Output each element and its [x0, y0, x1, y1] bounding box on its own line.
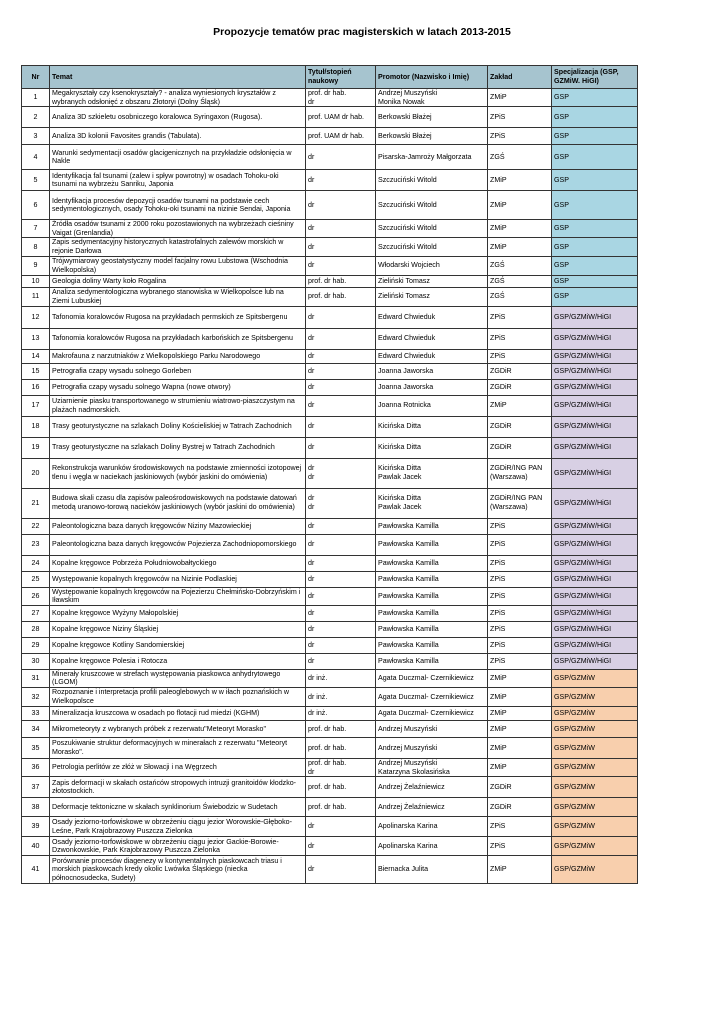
cell-tytul: prof. UAM dr hab. — [306, 128, 376, 145]
cell-specjalizacja: GSP/GZMiW/HiGI — [552, 395, 638, 416]
header-tytul: Tytuł/stopień naukowy — [306, 66, 376, 89]
cell-specjalizacja: GSP — [552, 238, 638, 256]
table-row — [22, 706, 638, 720]
cell-zaklad: ZPiS — [488, 605, 552, 621]
cell-zaklad: ZPiS — [488, 107, 552, 128]
cell-specjalizacja: GSP/GZMiW — [552, 687, 638, 706]
cell-nr: 31 — [22, 669, 50, 687]
cell-nr: 7 — [22, 220, 50, 238]
cell-promotor: Andrzej Muszyński Monika Nowak — [376, 89, 488, 107]
cell-nr: 11 — [22, 287, 50, 306]
table-row — [22, 518, 638, 534]
cell-nr: 35 — [22, 737, 50, 758]
cell-temat: Paleontologiczna baza danych kręgowców Niziny Mazowieckiej — [50, 518, 306, 534]
cell-temat: Analiza 3D szkieletu osobniczego koralowca Syringaxon (Rugosa). — [50, 107, 306, 128]
cell-zaklad: ZGŚ — [488, 256, 552, 275]
cell-nr: 13 — [22, 328, 50, 349]
cell-promotor: Agata Duczmal- Czernikiewicz — [376, 669, 488, 687]
table-row — [22, 777, 638, 798]
cell-specjalizacja: GSP/GZMiW/HiGI — [552, 379, 638, 395]
cell-nr: 29 — [22, 637, 50, 653]
cell-tytul: dr inż. — [306, 687, 376, 706]
cell-temat: Petrografia czapy wysadu solnego Wapna (nowe otwory) — [50, 379, 306, 395]
cell-temat: Deformacje tektoniczne w skałach synklinorium Świebodzic w Sudetach — [50, 798, 306, 817]
cell-tytul: prof. dr hab. — [306, 777, 376, 798]
header-spec: Specjalizacja (GSP, GZMiW. HiGI) — [552, 66, 638, 89]
table-row — [22, 238, 638, 256]
cell-promotor: Pawłowska Kamilla — [376, 605, 488, 621]
table-row — [22, 837, 638, 856]
cell-tytul: dr — [306, 220, 376, 238]
cell-zaklad: ZGŚ — [488, 275, 552, 287]
cell-tytul: dr — [306, 349, 376, 363]
table-row — [22, 687, 638, 706]
table-header — [22, 66, 638, 89]
cell-zaklad: ZPiS — [488, 555, 552, 571]
cell-zaklad: ZMiP — [488, 758, 552, 776]
cell-zaklad: ZMiP — [488, 191, 552, 220]
cell-nr: 5 — [22, 170, 50, 191]
cell-temat: Petrografia czapy wysadu solnego Gorleben — [50, 363, 306, 379]
table-row — [22, 275, 638, 287]
cell-nr: 1 — [22, 89, 50, 107]
cell-promotor: Włodarski Wojciech — [376, 256, 488, 275]
cell-promotor: Pawłowska Kamilla — [376, 587, 488, 605]
table-row — [22, 363, 638, 379]
cell-tytul: dr — [306, 145, 376, 170]
cell-zaklad: ZGDiR — [488, 416, 552, 437]
table-row — [22, 798, 638, 817]
cell-temat: Paleontologiczna baza danych kręgowców Pojezierza Zachodniopomorskiego — [50, 534, 306, 555]
cell-tytul: prof. dr hab. — [306, 737, 376, 758]
cell-temat: Trasy geoturystyczne na szlakach Doliny Bystrej w Tatrach Zachodnich — [50, 437, 306, 458]
cell-tytul: dr inż. — [306, 669, 376, 687]
cell-nr: 16 — [22, 379, 50, 395]
cell-promotor: Zieliński Tomasz — [376, 275, 488, 287]
cell-specjalizacja: GSP/GZMiW — [552, 737, 638, 758]
cell-nr: 30 — [22, 653, 50, 669]
cell-temat: Osady jeziorno-torfowiskowe w obrzeżeniu ciągu jezior Gackie-Borowie-Dzwonkowskie, Park Krajobrazowy Puszcza Zielonka — [50, 837, 306, 856]
table-row — [22, 555, 638, 571]
cell-promotor: Agata Duczmal- Czernikiewicz — [376, 706, 488, 720]
cell-promotor: Andrzej Muszyński — [376, 737, 488, 758]
cell-zaklad: ZPiS — [488, 128, 552, 145]
cell-specjalizacja: GSP/GZMiW/HiGI — [552, 653, 638, 669]
cell-promotor: Joanna Jaworska — [376, 379, 488, 395]
cell-promotor: Andrzej Żelaźniewicz — [376, 798, 488, 817]
cell-tytul: dr — [306, 555, 376, 571]
cell-zaklad: ZMiP — [488, 395, 552, 416]
cell-nr: 27 — [22, 605, 50, 621]
cell-nr: 12 — [22, 306, 50, 328]
table-row — [22, 191, 638, 220]
cell-promotor: Andrzej Muszyński — [376, 720, 488, 737]
cell-promotor: Berkowski Błażej — [376, 128, 488, 145]
header-temat: Temat — [50, 66, 306, 89]
table-row — [22, 605, 638, 621]
cell-specjalizacja: GSP/GZMiW — [552, 856, 638, 884]
cell-tytul: prof. dr hab. dr — [306, 89, 376, 107]
cell-nr: 18 — [22, 416, 50, 437]
cell-promotor: Szczuciński Witold — [376, 238, 488, 256]
cell-tytul: dr — [306, 191, 376, 220]
cell-zaklad: ZGŚ — [488, 145, 552, 170]
cell-nr: 6 — [22, 191, 50, 220]
cell-tytul: dr — [306, 856, 376, 884]
cell-temat: Identyfikacja procesów depozycji osadów tsunami na podstawie cech sedymentologicznych, osady Tohoku-oki tsunami na nizinie Sendai, Japonia — [50, 191, 306, 220]
table-row — [22, 349, 638, 363]
cell-zaklad: ZGŚ — [488, 287, 552, 306]
cell-promotor: Pisarska-Jamroży Małgorzata — [376, 145, 488, 170]
cell-temat: Kopalne kręgowce Polesia i Rotocza — [50, 653, 306, 669]
cell-tytul: dr dr — [306, 458, 376, 488]
cell-promotor: Kicińska Ditta — [376, 416, 488, 437]
cell-promotor: Pawłowska Kamilla — [376, 555, 488, 571]
table-row — [22, 587, 638, 605]
cell-temat: Rekonstrukcja warunków środowiskowych na podstawie zmienności izotopowej tlenu i węgla w naciekach jaskiniowych (wybór jaskini do omówienia) — [50, 458, 306, 488]
cell-tytul: dr — [306, 621, 376, 637]
cell-zaklad: ZMiP — [488, 170, 552, 191]
cell-tytul: dr — [306, 238, 376, 256]
table-row — [22, 287, 638, 306]
cell-nr: 33 — [22, 706, 50, 720]
cell-zaklad: ZMiP — [488, 89, 552, 107]
cell-zaklad: ZGDiR/ING PAN (Warszawa) — [488, 488, 552, 518]
table-row — [22, 488, 638, 518]
cell-promotor: Agata Duczmal- Czernikiewicz — [376, 687, 488, 706]
cell-zaklad: ZMiP — [488, 737, 552, 758]
cell-tytul: prof. UAM dr hab. — [306, 107, 376, 128]
cell-nr: 8 — [22, 238, 50, 256]
cell-temat: Kopalne kręgowce Niziny Śląskiej — [50, 621, 306, 637]
cell-specjalizacja: GSP/GZMiW — [552, 798, 638, 817]
cell-tytul: dr — [306, 379, 376, 395]
cell-temat: Zapis sedymentacyjny historycznych katastrofalnych zalewów morskich w rejonie Darłowa — [50, 238, 306, 256]
table-row — [22, 328, 638, 349]
cell-promotor: Szczuciński Witold — [376, 220, 488, 238]
cell-nr: 40 — [22, 837, 50, 856]
document-title: Propozycje tematów prac magisterskich w latach 2013-2015 — [213, 26, 511, 38]
cell-temat: Budowa skali czasu dla zapisów paleośrodowiskowych na podstawie datowań metodą uranowo-torową nacieków jaskiniowych (wybór jaskini do omówienia) — [50, 488, 306, 518]
cell-specjalizacja: GSP/GZMiW/HiGI — [552, 416, 638, 437]
cell-nr: 26 — [22, 587, 50, 605]
table-row — [22, 534, 638, 555]
table-row — [22, 621, 638, 637]
cell-specjalizacja: GSP/GZMiW — [552, 837, 638, 856]
cell-zaklad: ZGDiR — [488, 379, 552, 395]
cell-specjalizacja: GSP/GZMiW/HiGI — [552, 518, 638, 534]
cell-temat: Źródła osadów tsunami z 2000 roku pozostawionych na wybrzeżach cieśniny Vaigat (Grenlandia) — [50, 220, 306, 238]
cell-tytul: dr dr — [306, 488, 376, 518]
table-row — [22, 107, 638, 128]
cell-tytul: prof. dr hab. dr — [306, 758, 376, 776]
table-row — [22, 737, 638, 758]
cell-nr: 23 — [22, 534, 50, 555]
cell-tytul: dr — [306, 416, 376, 437]
cell-specjalizacja: GSP/GZMiW/HiGI — [552, 605, 638, 621]
cell-promotor: Biernacka Julita — [376, 856, 488, 884]
table-row — [22, 856, 638, 884]
cell-zaklad: ZPiS — [488, 621, 552, 637]
cell-temat: Minerały kruszcowe w strefach występowania piaskowca anhydrytowego (LGOM) — [50, 669, 306, 687]
cell-nr: 19 — [22, 437, 50, 458]
table-row — [22, 89, 638, 107]
cell-tytul: dr — [306, 817, 376, 837]
cell-zaklad: ZMiP — [488, 706, 552, 720]
cell-specjalizacja: GSP — [552, 145, 638, 170]
table-row — [22, 306, 638, 328]
table-row — [22, 458, 638, 488]
cell-promotor: Edward Chwieduk — [376, 306, 488, 328]
table-row — [22, 220, 638, 238]
cell-specjalizacja: GSP/GZMiW/HiGI — [552, 458, 638, 488]
cell-tytul: dr — [306, 395, 376, 416]
cell-zaklad: ZPiS — [488, 637, 552, 653]
cell-temat: Kopalne kręgowce Kotliny Sandomierskiej — [50, 637, 306, 653]
cell-promotor: Zieliński Tomasz — [376, 287, 488, 306]
cell-tytul: prof. dr hab. — [306, 798, 376, 817]
cell-zaklad: ZPiS — [488, 817, 552, 837]
cell-promotor: Kicińska Ditta Pawlak Jacek — [376, 488, 488, 518]
cell-nr: 28 — [22, 621, 50, 637]
cell-specjalizacja: GSP/GZMiW — [552, 706, 638, 720]
cell-zaklad: ZMiP — [488, 687, 552, 706]
cell-nr: 41 — [22, 856, 50, 884]
table-body — [22, 89, 638, 884]
cell-tytul: dr — [306, 637, 376, 653]
cell-tytul: dr — [306, 170, 376, 191]
table-row — [22, 669, 638, 687]
cell-specjalizacja: GSP — [552, 170, 638, 191]
cell-nr: 17 — [22, 395, 50, 416]
cell-tytul: dr — [306, 534, 376, 555]
cell-specjalizacja: GSP/GZMiW/HiGI — [552, 306, 638, 328]
table-row — [22, 256, 638, 275]
cell-nr: 9 — [22, 256, 50, 275]
cell-specjalizacja: GSP/GZMiW/HiGI — [552, 587, 638, 605]
cell-zaklad: ZGDiR/ING PAN (Warszawa) — [488, 458, 552, 488]
cell-nr: 38 — [22, 798, 50, 817]
cell-promotor: Pawłowska Kamilla — [376, 621, 488, 637]
cell-temat: Analiza sedymentologiczna wybranego stanowiska w Wielkopolsce lub na Ziemi Lubuskiej — [50, 287, 306, 306]
cell-specjalizacja: GSP/GZMiW/HiGI — [552, 488, 638, 518]
cell-tytul: prof. dr hab. — [306, 287, 376, 306]
table-row — [22, 416, 638, 437]
cell-nr: 36 — [22, 758, 50, 776]
cell-specjalizacja: GSP/GZMiW/HiGI — [552, 571, 638, 587]
cell-zaklad: ZPiS — [488, 534, 552, 555]
cell-zaklad: ZGDiR — [488, 363, 552, 379]
cell-tytul: dr — [306, 437, 376, 458]
cell-promotor: Edward Chwieduk — [376, 328, 488, 349]
cell-temat: Kopalne kręgowce Pobrzeża Południowobałtyckiego — [50, 555, 306, 571]
cell-promotor: Apolinarska Karina — [376, 837, 488, 856]
cell-zaklad: ZPiS — [488, 349, 552, 363]
cell-zaklad: ZGDiR — [488, 798, 552, 817]
cell-temat: Zapis deformacji w skałach ostańców stropowych intruzji granitoidów kłodzko-złotostockich. — [50, 777, 306, 798]
cell-zaklad: ZMiP — [488, 220, 552, 238]
cell-temat: Kopalne kręgowce Wyżyny Małopolskiej — [50, 605, 306, 621]
table-row — [22, 128, 638, 145]
cell-promotor: Andrzej Żelaźniewicz — [376, 777, 488, 798]
cell-nr: 25 — [22, 571, 50, 587]
cell-specjalizacja: GSP/GZMiW — [552, 817, 638, 837]
cell-zaklad: ZMiP — [488, 856, 552, 884]
header-zaklad: Zakład — [488, 66, 552, 89]
cell-temat: Rozpoznanie i interpretacja profili paleoglebowych w w iłach poznańskich w Wielkopolsce — [50, 687, 306, 706]
table-row — [22, 379, 638, 395]
cell-nr: 32 — [22, 687, 50, 706]
cell-temat: Identyfikacja fal tsunami (zalew i spływ powrotny) w osadach Tohoku-oki tsunami na wybrzeżu Sanriku, Japonia — [50, 170, 306, 191]
cell-promotor: Szczuciński Witold — [376, 170, 488, 191]
table-row — [22, 817, 638, 837]
cell-specjalizacja: GSP/GZMiW/HiGI — [552, 437, 638, 458]
cell-specjalizacja: GSP/GZMiW/HiGI — [552, 621, 638, 637]
table-row — [22, 571, 638, 587]
cell-tytul: dr inż. — [306, 706, 376, 720]
cell-tytul: dr — [306, 837, 376, 856]
cell-specjalizacja: GSP/GZMiW/HiGI — [552, 328, 638, 349]
cell-nr: 39 — [22, 817, 50, 837]
cell-promotor: Joanna Rotnicka — [376, 395, 488, 416]
table-row — [22, 145, 638, 170]
cell-promotor: Joanna Jaworska — [376, 363, 488, 379]
cell-tytul: prof. dr hab. — [306, 720, 376, 737]
cell-specjalizacja: GSP/GZMiW — [552, 777, 638, 798]
cell-zaklad: ZPiS — [488, 306, 552, 328]
theses-table — [21, 65, 638, 884]
cell-nr: 2 — [22, 107, 50, 128]
cell-tytul: dr — [306, 605, 376, 621]
cell-zaklad: ZPiS — [488, 653, 552, 669]
table-row — [22, 720, 638, 737]
cell-temat: Poszukiwanie struktur deformacyjnych w minerałach z rezerwatu "Meteoryt Morasko". — [50, 737, 306, 758]
cell-temat: Mineralizacja kruszcowa w osadach po flotacji rud miedzi (KGHM) — [50, 706, 306, 720]
cell-tytul: dr — [306, 653, 376, 669]
cell-temat: Uziarnienie piasku transportowanego w strumieniu wiatrowo-piaszczystym na plażach nadmorskich. — [50, 395, 306, 416]
cell-temat: Geologia doliny Warty koło Rogalina — [50, 275, 306, 287]
cell-specjalizacja: GSP — [552, 107, 638, 128]
cell-tytul: dr — [306, 571, 376, 587]
cell-nr: 21 — [22, 488, 50, 518]
cell-specjalizacja: GSP/GZMiW/HiGI — [552, 637, 638, 653]
table-row — [22, 758, 638, 776]
cell-promotor: Kicińska Ditta Pawlak Jacek — [376, 458, 488, 488]
cell-nr: 4 — [22, 145, 50, 170]
cell-nr: 10 — [22, 275, 50, 287]
cell-temat: Trasy geoturystyczne na szlakach Doliny Kościeliskiej w Tatrach Zachodnich — [50, 416, 306, 437]
cell-promotor: Berkowski Błażej — [376, 107, 488, 128]
header-promotor: Promotor (Nazwisko i Imię) — [376, 66, 488, 89]
cell-temat: Megakryształy czy ksenokryształy? - analiza wyniesionych kryształów z wybranych odsłonięć z obszaru Złotoryi (Dolny Śląsk) — [50, 89, 306, 107]
cell-tytul: dr — [306, 328, 376, 349]
cell-zaklad: ZPiS — [488, 518, 552, 534]
cell-promotor: Pawłowska Kamilla — [376, 571, 488, 587]
cell-nr: 24 — [22, 555, 50, 571]
cell-zaklad: ZGDiR — [488, 437, 552, 458]
header-nr: Nr — [22, 66, 50, 89]
cell-tytul: dr — [306, 587, 376, 605]
cell-specjalizacja: GSP — [552, 89, 638, 107]
cell-specjalizacja: GSP/GZMiW/HiGI — [552, 349, 638, 363]
cell-promotor: Pawłowska Kamilla — [376, 637, 488, 653]
cell-specjalizacja: GSP/GZMiW — [552, 720, 638, 737]
cell-promotor: Pawłowska Kamilla — [376, 534, 488, 555]
table-row — [22, 653, 638, 669]
cell-specjalizacja: GSP/GZMiW/HiGI — [552, 555, 638, 571]
cell-nr: 22 — [22, 518, 50, 534]
header-row — [22, 66, 638, 89]
cell-tytul: dr — [306, 256, 376, 275]
cell-temat: Występowanie kopalnych kręgowców na Pojezierzu Chełmińsko-Dobrzyńskim i Iławskim — [50, 587, 306, 605]
cell-specjalizacja: GSP/GZMiW — [552, 758, 638, 776]
cell-promotor: Pawłowska Kamilla — [376, 653, 488, 669]
cell-zaklad: ZMiP — [488, 238, 552, 256]
table-row — [22, 395, 638, 416]
cell-nr: 20 — [22, 458, 50, 488]
cell-zaklad: ZPiS — [488, 837, 552, 856]
cell-temat: Osady jeziorno-torfowiskowe w obrzeżeniu ciągu jezior Worowskie-Głęboko-Leśne, Park Krajobrazowy Puszcza Zielonka — [50, 817, 306, 837]
cell-temat: Analiza 3D kolonii Favosites grandis (Tabulata). — [50, 128, 306, 145]
cell-zaklad: ZMiP — [488, 720, 552, 737]
cell-promotor: Edward Chwieduk — [376, 349, 488, 363]
cell-temat: Makrofauna z narzutniaków z Wielkopolskiego Parku Narodowego — [50, 349, 306, 363]
cell-tytul: prof. dr hab. — [306, 275, 376, 287]
cell-tytul: dr — [306, 518, 376, 534]
cell-promotor: Andrzej Muszyński Katarzyna Skolasińska — [376, 758, 488, 776]
cell-nr: 37 — [22, 777, 50, 798]
cell-nr: 14 — [22, 349, 50, 363]
cell-specjalizacja: GSP — [552, 191, 638, 220]
cell-temat: Porównanie procesów diagenezy w kontynentalnych piaskowcach triasu i morskich piaskowcach kredy okolic Lwówka Śląskiego (niecka północnosudecka, Sudety) — [50, 856, 306, 884]
cell-specjalizacja: GSP — [552, 287, 638, 306]
cell-zaklad: ZPiS — [488, 587, 552, 605]
cell-tytul: dr — [306, 306, 376, 328]
cell-temat: Występowanie kopalnych kręgowców na Nizinie Podlaskiej — [50, 571, 306, 587]
cell-temat: Tafonomia koralowców Rugosa na przykładach karbońskich ze Spitsbergenu — [50, 328, 306, 349]
table-row — [22, 637, 638, 653]
table-row — [22, 437, 638, 458]
cell-temat: Mikrometeoryty z wybranych próbek z rezerwatu"Meteoryt Morasko" — [50, 720, 306, 737]
cell-nr: 3 — [22, 128, 50, 145]
cell-tytul: dr — [306, 363, 376, 379]
cell-promotor: Pawłowska Kamilla — [376, 518, 488, 534]
cell-temat: Petrologia perlitów ze złóż w Słowacji i na Węgrzech — [50, 758, 306, 776]
cell-zaklad: ZPiS — [488, 571, 552, 587]
cell-specjalizacja: GSP/GZMiW — [552, 669, 638, 687]
cell-zaklad: ZGDiR — [488, 777, 552, 798]
cell-nr: 34 — [22, 720, 50, 737]
cell-nr: 15 — [22, 363, 50, 379]
cell-specjalizacja: GSP — [552, 256, 638, 275]
table-row — [22, 170, 638, 191]
cell-temat: Warunki sedymentacji osadów glacigenicznych na przykładzie odsłonięcia w Nakle — [50, 145, 306, 170]
cell-promotor: Kicińska Ditta — [376, 437, 488, 458]
cell-specjalizacja: GSP — [552, 275, 638, 287]
cell-zaklad: ZMiP — [488, 669, 552, 687]
cell-specjalizacja: GSP/GZMiW/HiGI — [552, 534, 638, 555]
cell-temat: Trójwymiarowy geostatystyczny model facjalny rowu Lubstowa (Wschodnia Wielkopolska) — [50, 256, 306, 275]
cell-promotor: Szczuciński Witold — [376, 191, 488, 220]
cell-specjalizacja: GSP — [552, 220, 638, 238]
cell-promotor: Apolinarska Karina — [376, 817, 488, 837]
cell-zaklad: ZPiS — [488, 328, 552, 349]
cell-temat: Tafonomia koralowców Rugosa na przykładach permskich ze Spitsbergenu — [50, 306, 306, 328]
cell-specjalizacja: GSP — [552, 128, 638, 145]
cell-specjalizacja: GSP/GZMiW/HiGI — [552, 363, 638, 379]
